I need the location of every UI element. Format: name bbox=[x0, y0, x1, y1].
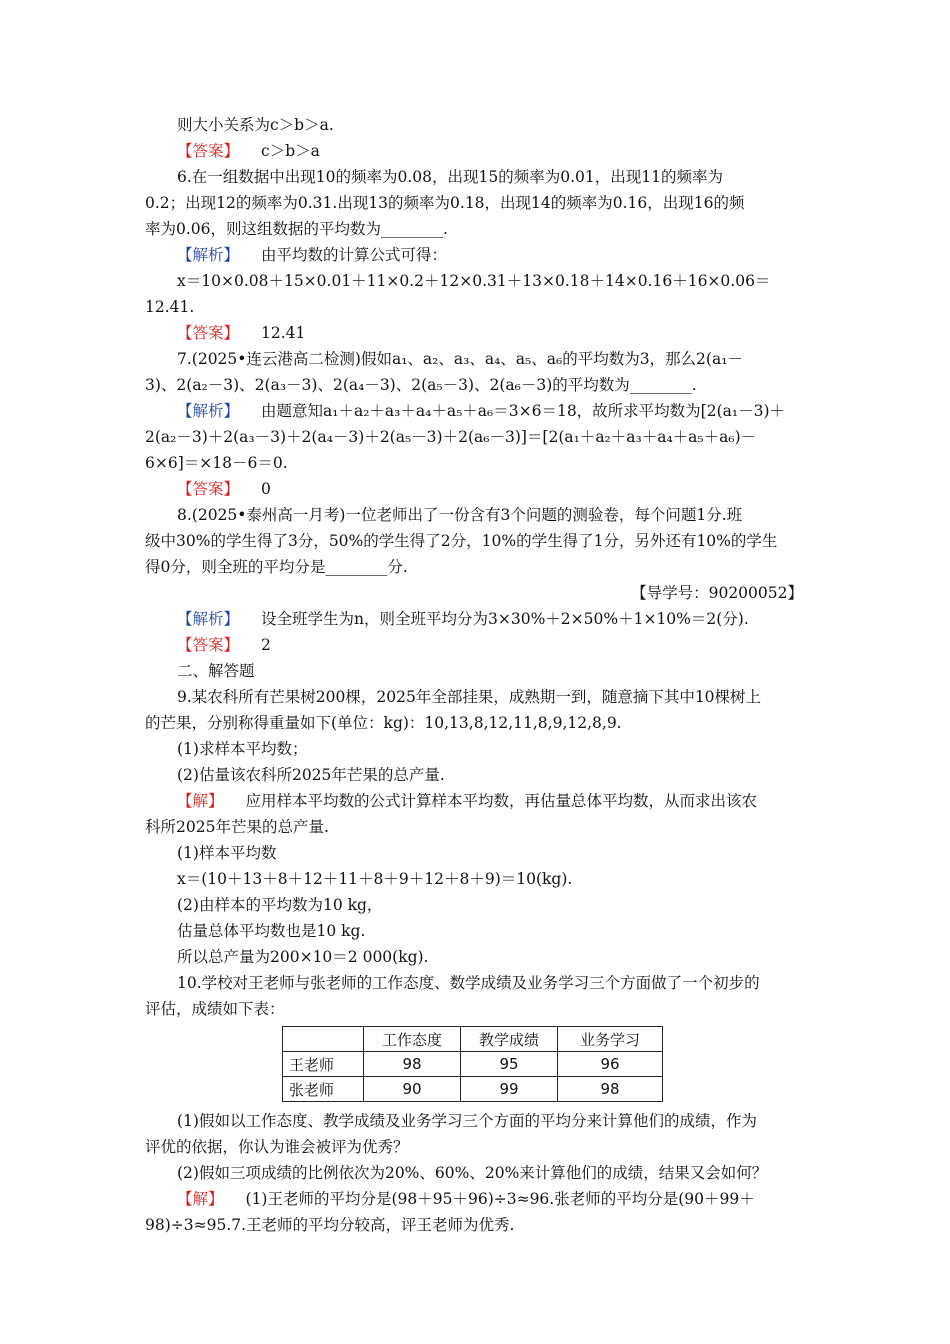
text-line bbox=[145, 606, 805, 632]
text-line bbox=[145, 840, 805, 866]
text-line bbox=[145, 242, 805, 268]
text-line-continued bbox=[145, 450, 805, 476]
question-line bbox=[145, 1108, 805, 1134]
line-text: 【导学号：90200052】 bbox=[631, 584, 803, 602]
line-text: 估量总体平均数也是10 kg. bbox=[177, 922, 366, 940]
line-text: 6×6]＝×18－6＝0. bbox=[145, 454, 288, 472]
table-row-label: 王老师 bbox=[283, 1052, 364, 1077]
line-text: 6.在一组数据中出现10的频率为0.08，出现15的频率为0.01，出现11的频率为 bbox=[177, 168, 723, 186]
text-line-continued bbox=[145, 554, 805, 580]
table-cell: 98 bbox=[364, 1052, 461, 1077]
answer-tag: 【答案】 bbox=[177, 636, 240, 654]
table-header-cell: 工作态度 bbox=[364, 1027, 461, 1052]
line-text: 设全班学生为n，则全班平均分为3×30%＋2×50%＋1×10%＝2(分). bbox=[261, 610, 749, 628]
text-line-continued bbox=[145, 372, 805, 398]
line-text: (1)王老师的平均分是(98＋95＋96)÷3≈96.张老师的平均分是(90＋99＋ bbox=[245, 1190, 755, 1208]
line-text: 科所2025年芒果的总产量. bbox=[145, 818, 329, 836]
text-line-continued bbox=[145, 528, 805, 554]
analysis-tag: 【解析】 bbox=[177, 246, 240, 264]
line-text: 评优的依据，你认为谁会被评为优秀？ bbox=[145, 1138, 409, 1156]
table-header-cell: 业务学习 bbox=[558, 1027, 663, 1052]
answer-tag: 【答案】 bbox=[177, 480, 240, 498]
text-block-lower bbox=[145, 1108, 805, 1238]
line-text: 7.(2025•连云港高二检测)假如a₁、a₂、a₃、a₄、a₅、a₆的平均数为3，那么2(a₁－ bbox=[177, 350, 743, 368]
line-text: 由平均数的计算公式可得： bbox=[261, 246, 448, 264]
text-line bbox=[145, 1160, 805, 1186]
line-text: 得0分，则全班的平均分是________分. bbox=[145, 558, 408, 576]
table-corner-cell bbox=[283, 1027, 364, 1052]
text-line bbox=[145, 892, 805, 918]
text-line-continued bbox=[145, 1212, 805, 1238]
analysis-tag: 【解析】 bbox=[177, 402, 240, 420]
line-text: 9.某农科所有芒果树200棵，2025年全部挂果，成熟期一到，随意摘下其中10棵树上 bbox=[177, 688, 762, 706]
line-text: 的芒果，分别称得重量如下(单位：kg)：10,13,8,12,11,8,9,12,8,9. bbox=[145, 714, 622, 732]
table-cell: 96 bbox=[558, 1052, 663, 1077]
solve-tag: 【解】 bbox=[177, 792, 224, 810]
text-line bbox=[145, 762, 805, 788]
line-text: (2)假如三项成绩的比例依次为20%、60%、20%来计算他们的成绩，结果又会如何？ bbox=[177, 1164, 768, 1182]
text-line bbox=[145, 320, 805, 346]
line-text: 级中30%的学生得了3分，50%的学生得了2分，10%的学生得了1分，另外还有10%的学生 bbox=[145, 532, 778, 550]
line-text: 应用样本平均数的公式计算样本平均数，再估量总体平均数，从而求出该农 bbox=[245, 792, 758, 810]
line-text: (2)由样本的平均数为10 kg， bbox=[177, 896, 383, 914]
line-text: 0.2；出现12的频率为0.31.出现13的频率为0.18，出现14的频率为0.16，出现16的频 bbox=[145, 194, 745, 212]
question-line bbox=[145, 164, 805, 190]
text-line-continued bbox=[145, 996, 805, 1022]
text-line bbox=[145, 918, 805, 944]
text-line bbox=[145, 866, 805, 892]
line-text: 评估，成绩如下表： bbox=[145, 1000, 285, 1018]
table-cell: 95 bbox=[461, 1052, 558, 1077]
text-line bbox=[145, 112, 805, 138]
text-line-continued bbox=[145, 1134, 805, 1160]
line-text: (1)假如以工作态度、教学成绩及业务学习三个方面的平均分来计算他们的成绩，作为 bbox=[177, 1112, 757, 1130]
text-line bbox=[145, 476, 805, 502]
table-header-row bbox=[283, 1027, 663, 1052]
line-text: 10.学校对王老师与张老师的工作态度、数学成绩及业务学习三个方面做了一个初步的 bbox=[177, 974, 760, 992]
line-text: 由题意知a₁＋a₂＋a₃＋a₄＋a₅＋a₆＝3×6＝18，故所求平均数为[2(a₁－3)＋ bbox=[261, 402, 785, 420]
text-line-continued bbox=[145, 814, 805, 840]
answer-tag: 【答案】 bbox=[177, 142, 240, 160]
text-line bbox=[145, 944, 805, 970]
line-text: 二、解答题 bbox=[177, 662, 255, 680]
line-text: c＞b＞a bbox=[261, 142, 320, 160]
text-line bbox=[145, 632, 805, 658]
text-line-continued bbox=[145, 294, 805, 320]
scores-table bbox=[282, 1026, 663, 1102]
solve-tag: 【解】 bbox=[177, 1190, 224, 1208]
line-text: 2(a₂－3)＋2(a₃－3)＋2(a₄－3)＋2(a₅－3)＋2(a₆－3)]＝[2(a₁＋a₂＋a₃＋a₄＋a₅＋a₆)－ bbox=[145, 428, 757, 446]
text-block-upper bbox=[145, 112, 805, 1022]
table-row-label: 张老师 bbox=[283, 1077, 364, 1102]
line-text: 率为0.06，则这组数据的平均数为________. bbox=[145, 220, 448, 238]
line-text: 0 bbox=[261, 480, 271, 498]
table-cell: 90 bbox=[364, 1077, 461, 1102]
line-text: 98)÷3≈95.7.王老师的平均分较高，评王老师为优秀. bbox=[145, 1216, 515, 1234]
line-text: x＝10×0.08＋15×0.01＋11×0.2＋12×0.31＋13×0.18＋14×0.16＋16×0.06＝ bbox=[177, 272, 771, 290]
table-header-cell: 教学成绩 bbox=[461, 1027, 558, 1052]
line-text: 所以总产量为200×10＝2 000(kg). bbox=[177, 948, 429, 966]
analysis-tag: 【解析】 bbox=[177, 610, 240, 628]
question-line bbox=[145, 684, 805, 710]
text-line bbox=[145, 1186, 805, 1212]
table-cell: 98 bbox=[558, 1077, 663, 1102]
line-text: (1)求样本平均数； bbox=[177, 740, 308, 758]
question-line bbox=[145, 502, 805, 528]
question-line bbox=[145, 346, 805, 372]
text-line bbox=[145, 736, 805, 762]
line-text: 3)、2(a₂－3)、2(a₃－3)、2(a₄－3)、2(a₅－3)、2(a₆－3)的平均数为________. bbox=[145, 376, 697, 394]
line-text: 12.41. bbox=[145, 298, 195, 316]
line-text: (2)估量该农科所2025年芒果的总产量. bbox=[177, 766, 445, 784]
text-line-continued bbox=[145, 216, 805, 242]
text-line-continued bbox=[145, 424, 805, 450]
answer-tag: 【答案】 bbox=[177, 324, 240, 342]
text-line bbox=[145, 788, 805, 814]
text-line bbox=[145, 268, 805, 294]
text-line-continued bbox=[145, 710, 805, 736]
table-row bbox=[283, 1077, 663, 1102]
line-text: x＝(10＋13＋8＋12＋11＋8＋9＋12＋8＋9)＝10(kg). bbox=[177, 870, 573, 888]
text-line-continued bbox=[145, 190, 805, 216]
table-cell: 99 bbox=[461, 1077, 558, 1102]
text-line bbox=[145, 658, 805, 684]
document-page-lower bbox=[145, 1108, 805, 1238]
table-row bbox=[283, 1052, 663, 1077]
line-text: 2 bbox=[261, 636, 271, 654]
document-page bbox=[145, 112, 805, 1022]
line-text: 8.(2025•泰州高一月考)一位老师出了一份含有3个问题的测验卷，每个问题1分.班 bbox=[177, 506, 743, 524]
question-line bbox=[145, 970, 805, 996]
text-line bbox=[145, 398, 805, 424]
line-text: 则大小关系为c＞b＞a. bbox=[177, 116, 334, 134]
guide-number bbox=[145, 580, 805, 606]
line-text: 12.41 bbox=[261, 324, 306, 342]
text-line bbox=[145, 138, 805, 164]
line-text: (1)样本平均数 bbox=[177, 844, 277, 862]
